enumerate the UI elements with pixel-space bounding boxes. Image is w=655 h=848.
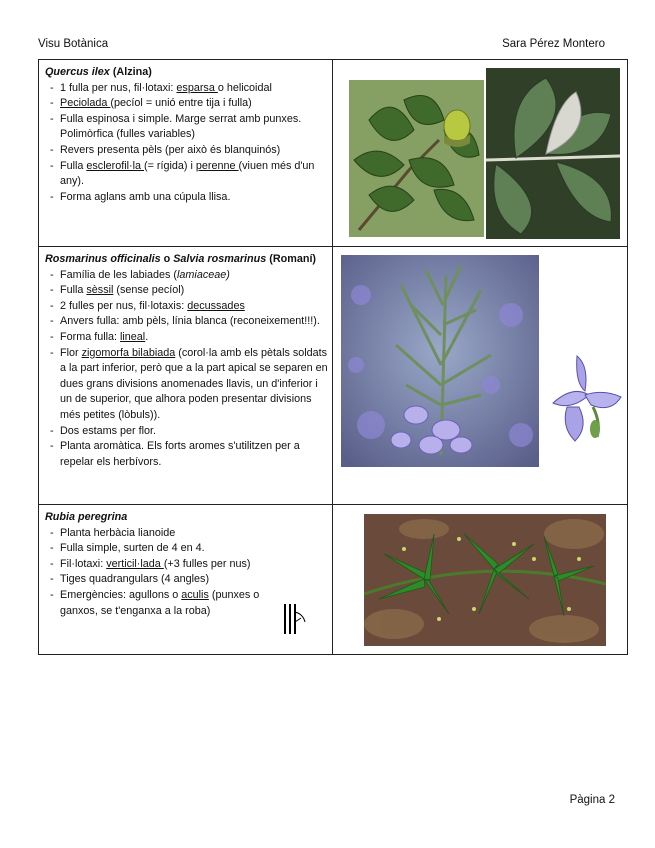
list-item: - 1 fulla per nus, fil·lotaxi: esparsa o helicoidal [45, 81, 328, 97]
image-cell [333, 505, 628, 655]
species-title: Quercus ilex (Alzina) [45, 66, 152, 78]
text-cell [39, 247, 333, 505]
table-row [39, 505, 628, 655]
text-cell [39, 60, 333, 247]
content-table [38, 59, 628, 655]
list-item: - Fil·lotaxi: verticil·lada (+3 fulles per nus) [45, 557, 328, 573]
list-item: - 2 fulles per nus, fil·lotaxis: decussades [45, 299, 328, 315]
list-item: - Família de les labiades (lamiaceae) [45, 268, 328, 284]
header-right: Sara Pérez Montero [502, 38, 605, 50]
list-item: - Revers presenta pèls (per això és blanquinós) [45, 143, 328, 159]
table-row [39, 60, 628, 247]
image-cell [333, 60, 628, 247]
list-item: - Fulla esclerofil·la (= rígida) i perenne (viuen més d'un any). [45, 159, 328, 190]
trait-list [45, 268, 328, 471]
header-left: Visu Botànica [38, 38, 109, 50]
list-item: - Forma fulla: lineal. [45, 330, 328, 346]
list-item: - Fulla espinosa i simple. Marge serrat amb punxes. Polimòrfica (fulles variables) [45, 112, 328, 143]
list-item: - Fulla simple, surten de 4 en 4. [45, 541, 328, 557]
image-cell [333, 247, 628, 505]
rubia-photo [364, 514, 606, 646]
rosemary-photo [341, 255, 539, 467]
list-item: - Flor zigomorfa bilabiada (corol·la amb els pètals soldats a la part inferior, però que a la part apical se separen en dues grans divisions anomenades llavis, un d'inferior i un de superior, que alhora poden presentar divisions més petites (lòbuls)). [45, 346, 328, 424]
list-item: - Forma aglans amb una cúpula llisa. [45, 190, 328, 206]
holm-oak-branch-photo [349, 80, 484, 237]
list-item: - Peciolada (pecíol = unió entre tija i fulla) [45, 96, 328, 112]
list-item: - Tiges quadrangulars (4 angles) [45, 572, 328, 588]
list-item: - Planta aromàtica. Els forts aromes s'utilitzen per a repelar els herbívors. [45, 439, 328, 470]
table-row [39, 247, 628, 505]
species-title: Rosmarinus officinalis o Salvia rosmarinus (Romaní) [45, 253, 317, 265]
species-title: Rubia peregrina [45, 511, 128, 523]
page-number: Pàgina 2 [569, 794, 615, 806]
list-item: - Anvers fulla: amb pèls, línia blanca (reconeixement!!!). [45, 314, 328, 330]
list-item: - Emergències: agullons o aculis (punxes o ganxos, se t'enganxa a la roba) [45, 588, 328, 619]
list-item: - Planta herbàcia lianoide [45, 526, 328, 542]
text-cell [39, 505, 333, 655]
list-item: - Fulla sèssil (sense pecíol) [45, 283, 328, 299]
prickle-sketch-icon [281, 602, 307, 636]
rosemary-flower-drawing [549, 351, 625, 447]
holm-oak-leaves-photo [486, 68, 620, 239]
trait-list [45, 81, 328, 206]
list-item: - Dos estams per flor. [45, 424, 328, 440]
